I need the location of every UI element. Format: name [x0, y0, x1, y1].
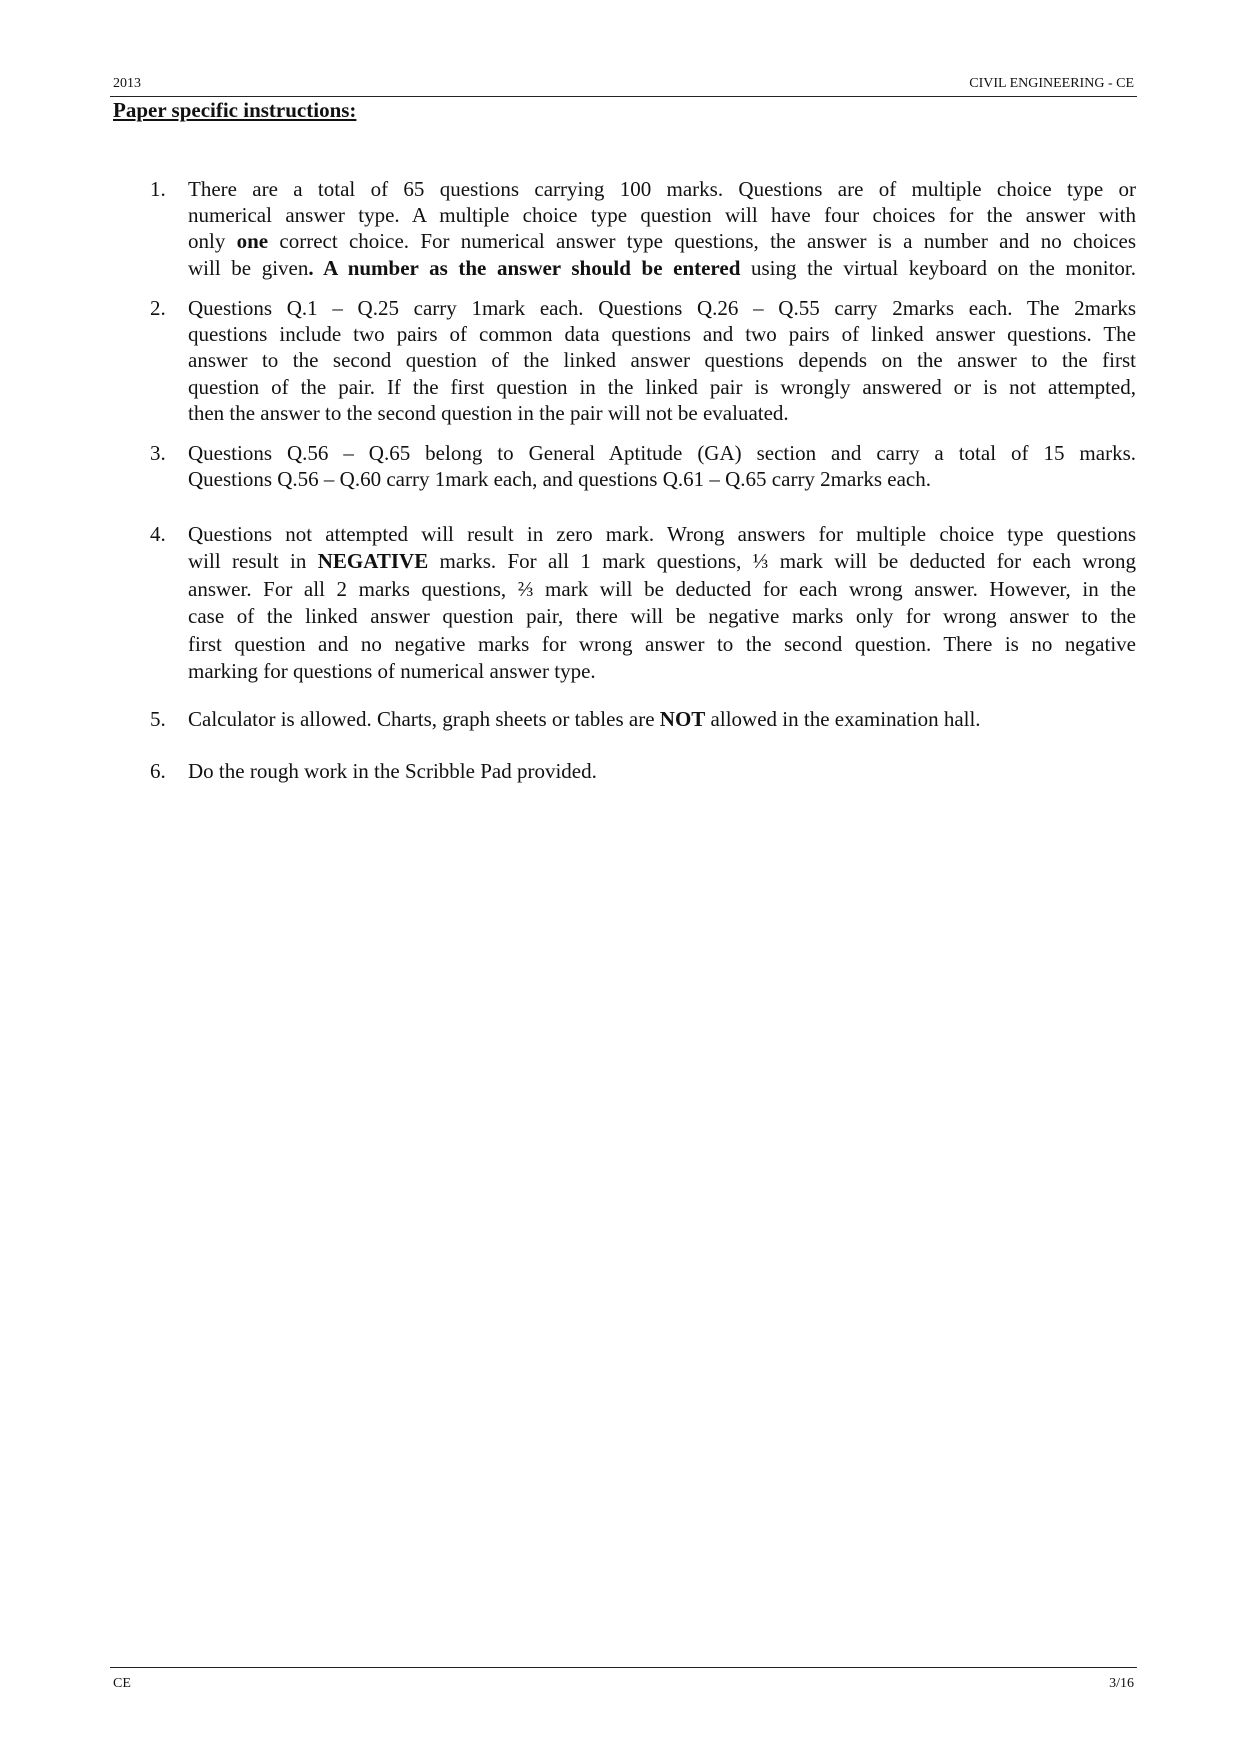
footer-page-number: 3/16: [1109, 1676, 1134, 1691]
header-paper-name: CIVIL ENGINEERING - CE: [969, 76, 1134, 91]
section-title: Paper specific instructions:: [113, 98, 357, 122]
emphasis-one: one: [236, 229, 269, 254]
page-header: [110, 76, 1137, 97]
instruction-text: Questions Q.1 – Q.25 carry 1mark each. Questions Q.26 – Q.55 carry 2marks each. The 2marks questions include two pairs of common data questions and two pairs of linked answer questions. The answer to the second question of the linked answer questions depends on the answer to the first question of the pair. If the first question in the linked pair is wrongly answered or is not attempted, then the answer to the second question in the pair will not be evaluated.: [188, 296, 1136, 425]
emphasis-numerical-entry: . A number as the answer should be entered: [308, 255, 741, 280]
instruction-text: Questions not attempted will result in zero mark. Wrong answers for multiple choice type questions will result in NEGATIVE marks. For all 1 mark questions, ⅓ mark will be deducted for each wrong answer. For all 2 marks questions, ⅔ mark will be deducted for each wrong answer. However, in the case of the linked answer question pair, there will be negative marks only for wrong answer to the first question and no negative marks for wrong answer to the second question. There is no negative marking for questions of numerical answer type.: [188, 522, 1136, 684]
header-year: 2013: [113, 76, 141, 91]
instruction-text: There are a total of 65 questions carrying 100 marks. Questions are of multiple choice type or numerical answer type. A multiple choice type question will have four choices for the answer with only one correct choice. For numerical answer type questions, the answer is a number and no choices will be given. A number as the answer should be entered using the virtual keyboard on the monitor.: [188, 177, 1137, 280]
instruction-number: 2.: [150, 296, 166, 320]
instruction-number: 3.: [150, 441, 166, 465]
instruction-text: Questions Q.56 – Q.65 belong to General Aptitude (GA) section and carry a total of 15 marks. Questions Q.56 – Q.60 carry 1mark each, and questions Q.61 – Q.65 carry 2marks each.: [188, 441, 1136, 492]
footer-paper-code: CE: [113, 1676, 131, 1691]
instruction-number: 1.: [150, 177, 166, 201]
instruction-number: 6.: [150, 759, 166, 783]
page-footer: [110, 1667, 1137, 1692]
emphasis-negative: NEGATIVE: [317, 549, 429, 574]
instruction-number: 5.: [150, 707, 166, 731]
instruction-text: Calculator is allowed. Charts, graph sheets or tables are NOT allowed in the examination hall.: [188, 707, 981, 731]
emphasis-not: NOT: [659, 707, 706, 731]
instruction-number: 4.: [150, 522, 166, 546]
instruction-text: Do the rough work in the Scribble Pad provided.: [188, 759, 597, 783]
